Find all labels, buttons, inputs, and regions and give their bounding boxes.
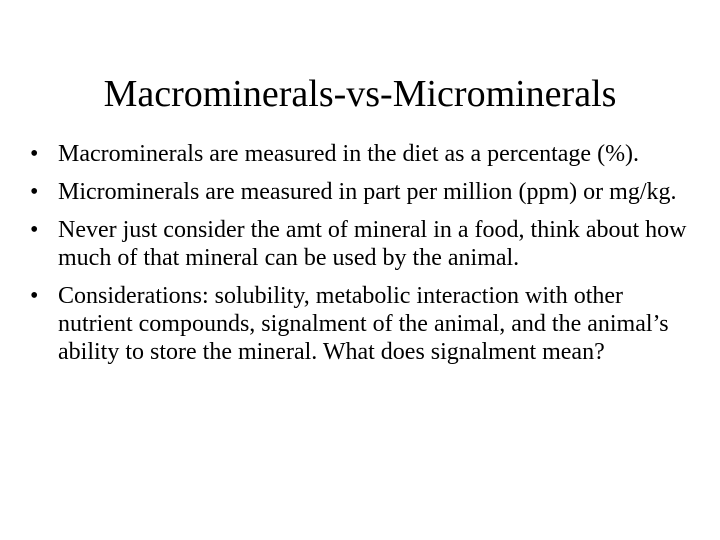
bullet-text: Macrominerals are measured in the diet as a percentage (%). <box>58 141 640 167</box>
bullet-list <box>30 140 700 376</box>
bullet-icon: • <box>30 217 39 243</box>
bullet-item <box>30 216 700 272</box>
bullet-text: Never just consider the amt of mineral in a food, think about how much of that mineral can be used by the animal. <box>58 217 687 271</box>
bullet-text: Microminerals are measured in part per million (ppm) or mg/kg. <box>58 179 677 205</box>
bullet-icon: • <box>30 283 39 309</box>
bullet-item <box>30 282 700 366</box>
bullet-item <box>30 178 700 206</box>
bullet-icon: • <box>30 141 39 167</box>
bullet-icon: • <box>30 179 39 205</box>
bullet-item <box>30 140 700 168</box>
slide-title: Macrominerals-vs-Microminerals <box>103 73 617 115</box>
bullet-text: Considerations: solubility, metabolic interaction with other nutrient compounds, signalment of the animal, and the animal’s ability to store the mineral. What does signalment mean? <box>58 283 669 365</box>
